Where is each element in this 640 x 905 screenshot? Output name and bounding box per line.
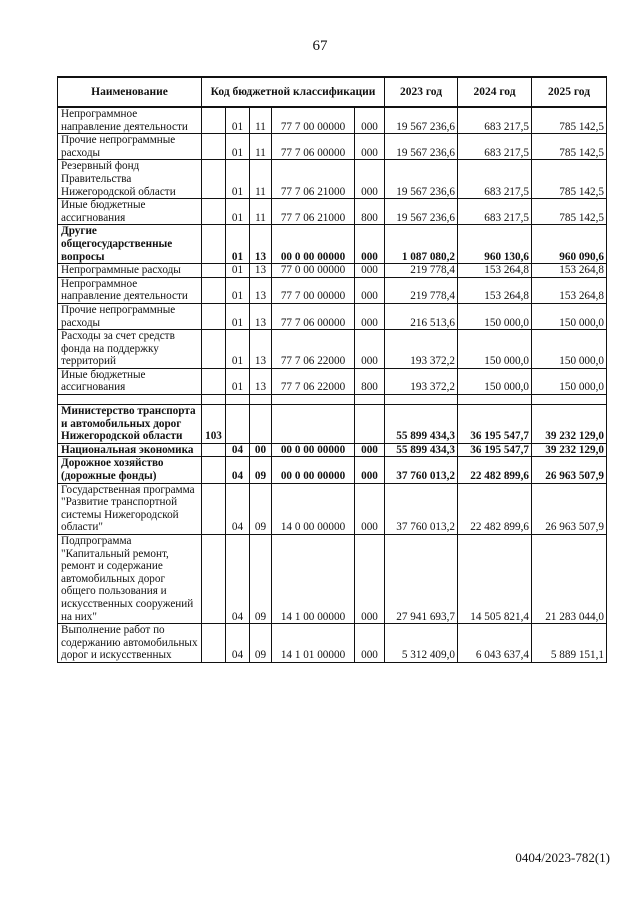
cell-v2023: 55 899 434,3	[385, 443, 458, 457]
cell-v2024: 22 482 899,6	[458, 483, 532, 534]
table-row	[58, 199, 607, 225]
cell-rz: 04	[226, 624, 250, 663]
cell-rz: 01	[226, 134, 250, 160]
cell-pr: 13	[250, 225, 272, 264]
table-row	[58, 330, 607, 369]
cell-gr	[202, 107, 226, 134]
cell-v2024: 683 217,5	[458, 134, 532, 160]
cell-v2024: 22 482 899,6	[458, 457, 532, 483]
cell-cs: 77 7 06 22000	[272, 330, 355, 369]
cell-rz: 01	[226, 199, 250, 225]
cell-name: Непрограммное направление деятельности	[58, 277, 202, 303]
cell-v2025: 960 090,6	[532, 225, 607, 264]
cell-cs: 00 0 00 00000	[272, 225, 355, 264]
table-row	[58, 277, 607, 303]
cell-v2023: 219 778,4	[385, 277, 458, 303]
cell-cs: 77 7 00 00000	[272, 277, 355, 303]
cell-name: Выполнение работ по содержанию автомобильных дорог и искусственных	[58, 624, 202, 663]
spacer-cell	[202, 395, 226, 405]
cell-v2024: 36 195 547,7	[458, 405, 532, 444]
cell-pr: 09	[250, 535, 272, 624]
cell-name: Резервный фонд Правительства Нижегородской области	[58, 160, 202, 199]
cell-rz: 01	[226, 330, 250, 369]
cell-name: Расходы за счет средств фонда на поддержку территорий	[58, 330, 202, 369]
spacer-cell	[385, 395, 458, 405]
cell-gr: 103	[202, 405, 226, 444]
cell-pr: 09	[250, 457, 272, 483]
cell-pr: 13	[250, 277, 272, 303]
document-code: 0404/2023-782(1)	[515, 850, 610, 865]
cell-v2024: 150 000,0	[458, 303, 532, 329]
table-row	[58, 624, 607, 663]
cell-rz: 04	[226, 483, 250, 534]
cell-name: Министерство транспорта и автомобильных дорог Нижегородской области	[58, 405, 202, 444]
cell-vr: 000	[355, 535, 385, 624]
cell-v2023: 27 941 693,7	[385, 535, 458, 624]
cell-v2025: 150 000,0	[532, 330, 607, 369]
cell-vr: 000	[355, 443, 385, 457]
cell-vr	[355, 405, 385, 444]
cell-rz: 01	[226, 107, 250, 134]
cell-v2025: 39 232 129,0	[532, 405, 607, 444]
cell-v2023: 55 899 434,3	[385, 405, 458, 444]
cell-cs: 77 0 00 00000	[272, 264, 355, 278]
cell-pr: 11	[250, 160, 272, 199]
cell-vr: 000	[355, 303, 385, 329]
cell-v2024: 683 217,5	[458, 160, 532, 199]
table-row	[58, 160, 607, 199]
cell-gr	[202, 160, 226, 199]
cell-cs: 77 7 06 00000	[272, 134, 355, 160]
cell-name: Иные бюджетные ассигнования	[58, 199, 202, 225]
cell-v2024: 683 217,5	[458, 199, 532, 225]
cell-pr: 13	[250, 264, 272, 278]
cell-gr	[202, 330, 226, 369]
cell-v2025: 153 264,8	[532, 277, 607, 303]
cell-gr	[202, 457, 226, 483]
cell-gr	[202, 483, 226, 534]
cell-pr: 13	[250, 303, 272, 329]
page-number: 67	[312, 38, 328, 54]
spacer-cell	[250, 395, 272, 405]
cell-pr: 13	[250, 330, 272, 369]
cell-rz: 01	[226, 160, 250, 199]
cell-vr: 000	[355, 457, 385, 483]
table-header-row	[58, 77, 607, 107]
cell-v2023: 19 567 236,6	[385, 107, 458, 134]
cell-cs: 77 7 06 00000	[272, 303, 355, 329]
cell-v2025: 153 264,8	[532, 264, 607, 278]
cell-cs: 00 0 00 00000	[272, 457, 355, 483]
cell-rz: 04	[226, 535, 250, 624]
header-2023: 2023 год	[385, 77, 458, 107]
cell-rz: 01	[226, 303, 250, 329]
cell-v2025: 785 142,5	[532, 107, 607, 134]
cell-pr: 13	[250, 368, 272, 394]
table-row	[58, 303, 607, 329]
cell-v2025: 39 232 129,0	[532, 443, 607, 457]
cell-v2025: 26 963 507,9	[532, 457, 607, 483]
cell-v2024: 683 217,5	[458, 107, 532, 134]
cell-v2023: 37 760 013,2	[385, 457, 458, 483]
cell-v2023: 19 567 236,6	[385, 134, 458, 160]
cell-vr: 000	[355, 107, 385, 134]
cell-cs: 14 1 00 00000	[272, 535, 355, 624]
cell-v2023: 19 567 236,6	[385, 160, 458, 199]
header-2024: 2024 год	[458, 77, 532, 107]
cell-name: Национальная экономика	[58, 443, 202, 457]
spacer-cell	[226, 395, 250, 405]
table-row	[58, 405, 607, 444]
cell-v2025: 785 142,5	[532, 199, 607, 225]
spacer-row	[58, 395, 607, 405]
header-2025: 2025 год	[532, 77, 607, 107]
cell-v2025: 785 142,5	[532, 134, 607, 160]
table-row	[58, 443, 607, 457]
cell-gr	[202, 277, 226, 303]
cell-v2023: 37 760 013,2	[385, 483, 458, 534]
cell-v2025: 785 142,5	[532, 160, 607, 199]
cell-cs: 77 7 06 21000	[272, 199, 355, 225]
table-row	[58, 368, 607, 394]
cell-gr	[202, 134, 226, 160]
cell-cs: 00 0 00 00000	[272, 443, 355, 457]
table-row	[58, 264, 607, 278]
cell-name: Иные бюджетные ассигнования	[58, 368, 202, 394]
cell-name: Другие общегосударственные вопросы	[58, 225, 202, 264]
cell-pr: 11	[250, 199, 272, 225]
cell-vr: 800	[355, 199, 385, 225]
cell-vr: 000	[355, 134, 385, 160]
budget-table	[57, 76, 607, 663]
cell-v2024: 14 505 821,4	[458, 535, 532, 624]
cell-vr: 000	[355, 160, 385, 199]
cell-v2025: 26 963 507,9	[532, 483, 607, 534]
cell-name: Непрограммное направление деятельности	[58, 107, 202, 134]
cell-rz: 01	[226, 225, 250, 264]
cell-pr: 11	[250, 134, 272, 160]
cell-v2025: 150 000,0	[532, 368, 607, 394]
cell-name: Прочие непрограммные расходы	[58, 134, 202, 160]
cell-v2024: 150 000,0	[458, 330, 532, 369]
table-body	[58, 107, 607, 662]
cell-rz: 04	[226, 457, 250, 483]
header-code: Код бюджетной классификации	[202, 77, 385, 107]
cell-vr: 000	[355, 624, 385, 663]
cell-rz: 01	[226, 277, 250, 303]
cell-vr: 000	[355, 330, 385, 369]
cell-vr: 000	[355, 225, 385, 264]
cell-v2024: 6 043 637,4	[458, 624, 532, 663]
cell-cs: 77 7 00 00000	[272, 107, 355, 134]
cell-pr: 09	[250, 624, 272, 663]
spacer-cell	[58, 395, 202, 405]
cell-v2023: 193 372,2	[385, 330, 458, 369]
cell-rz: 01	[226, 368, 250, 394]
cell-v2023: 219 778,4	[385, 264, 458, 278]
cell-v2023: 1 087 080,2	[385, 225, 458, 264]
cell-name: Непрограммные расходы	[58, 264, 202, 278]
cell-rz: 04	[226, 443, 250, 457]
cell-vr: 800	[355, 368, 385, 394]
cell-v2024: 153 264,8	[458, 264, 532, 278]
cell-v2023: 216 513,6	[385, 303, 458, 329]
cell-rz	[226, 405, 250, 444]
cell-pr: 00	[250, 443, 272, 457]
spacer-cell	[458, 395, 532, 405]
spacer-cell	[355, 395, 385, 405]
cell-vr: 000	[355, 264, 385, 278]
cell-pr: 09	[250, 483, 272, 534]
cell-name: Дорожное хозяйство (дорожные фонды)	[58, 457, 202, 483]
table-row	[58, 225, 607, 264]
table-row	[58, 107, 607, 134]
cell-vr: 000	[355, 277, 385, 303]
cell-name: Прочие непрограммные расходы	[58, 303, 202, 329]
cell-v2023: 19 567 236,6	[385, 199, 458, 225]
cell-gr	[202, 624, 226, 663]
cell-cs: 77 7 06 22000	[272, 368, 355, 394]
table-row	[58, 134, 607, 160]
cell-cs: 14 1 01 00000	[272, 624, 355, 663]
cell-gr	[202, 225, 226, 264]
cell-v2024: 960 130,6	[458, 225, 532, 264]
table-row	[58, 457, 607, 483]
cell-v2024: 36 195 547,7	[458, 443, 532, 457]
table-row	[58, 483, 607, 534]
cell-cs: 14 0 00 00000	[272, 483, 355, 534]
cell-v2025: 21 283 044,0	[532, 535, 607, 624]
spacer-cell	[532, 395, 607, 405]
table-row	[58, 535, 607, 624]
cell-pr: 11	[250, 107, 272, 134]
cell-name: Государственная программа "Развитие транспортной системы Нижегородской области"	[58, 483, 202, 534]
spacer-cell	[272, 395, 355, 405]
cell-v2025: 5 889 151,1	[532, 624, 607, 663]
cell-cs	[272, 405, 355, 444]
cell-v2023: 5 312 409,0	[385, 624, 458, 663]
cell-v2024: 150 000,0	[458, 368, 532, 394]
cell-pr	[250, 405, 272, 444]
cell-vr: 000	[355, 483, 385, 534]
cell-gr	[202, 303, 226, 329]
cell-name: Подпрограмма "Капитальный ремонт, ремонт и содержание автомобильных дорог общего пользования и искусственных сооружений на них"	[58, 535, 202, 624]
cell-v2023: 193 372,2	[385, 368, 458, 394]
cell-gr	[202, 199, 226, 225]
cell-v2024: 153 264,8	[458, 277, 532, 303]
cell-gr	[202, 443, 226, 457]
cell-gr	[202, 264, 226, 278]
cell-cs: 77 7 06 21000	[272, 160, 355, 199]
header-name: Наименование	[58, 77, 202, 107]
cell-rz: 01	[226, 264, 250, 278]
cell-gr	[202, 368, 226, 394]
cell-gr	[202, 535, 226, 624]
cell-v2025: 150 000,0	[532, 303, 607, 329]
